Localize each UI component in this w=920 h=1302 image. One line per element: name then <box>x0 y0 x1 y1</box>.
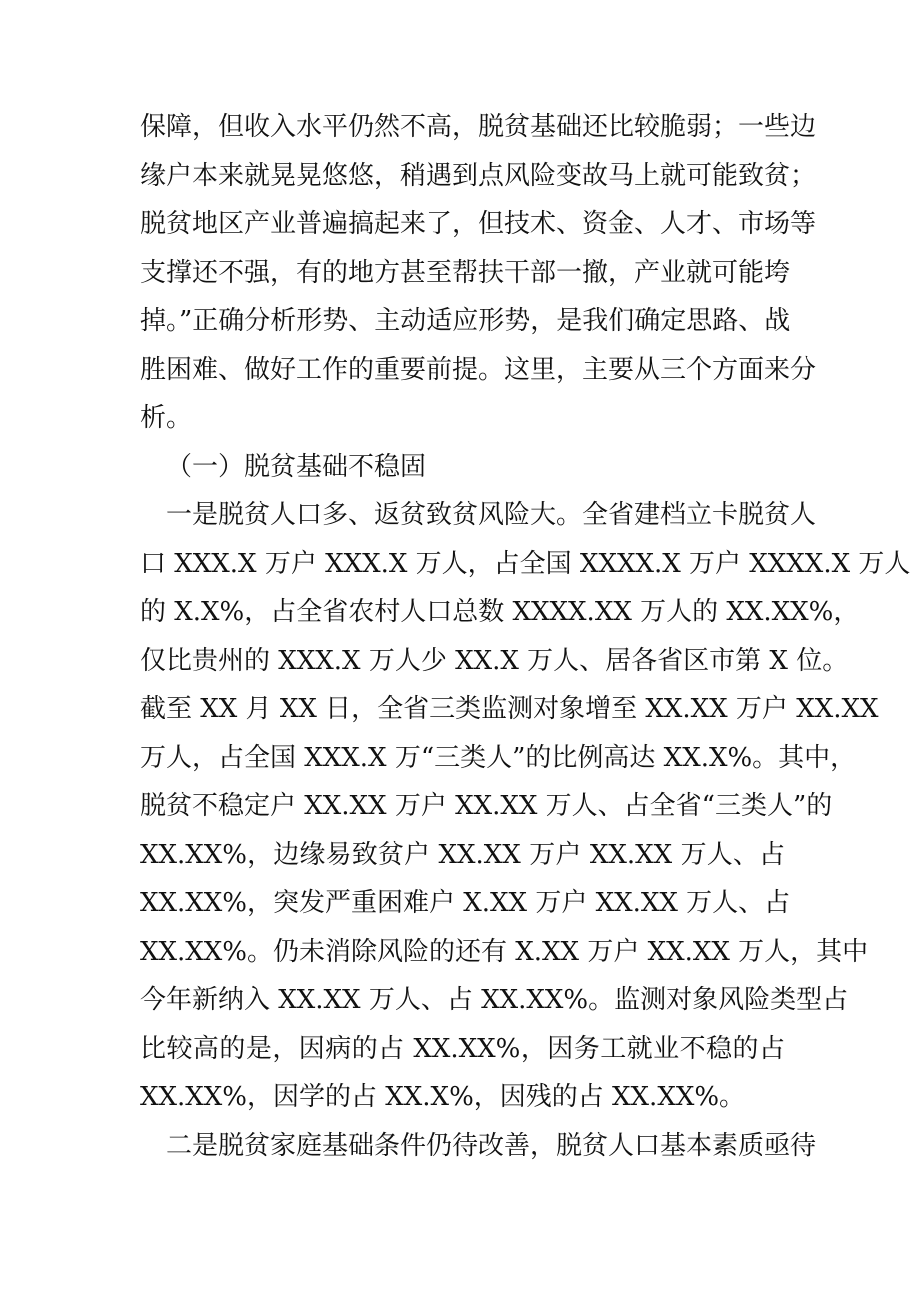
paragraph-continuation <box>140 103 817 443</box>
text-line: 支撑还不强，有的地方甚至帮扶干部一撤，产业就可能垮 <box>140 257 791 288</box>
text-line: 一是脱贫人口多、返贫致贫风险大。全省建档立卡脱贫人 <box>166 500 817 530</box>
text-line: 比较高的是，因病的占 XX.XX%，因务工就业不稳的占 <box>140 1033 785 1064</box>
text-line: 析。 <box>140 403 193 433</box>
text-line: XX.XX%，突发严重困难户 X.XX 万户 XX.XX 万人、占 <box>140 888 791 918</box>
text-line: 的 X.X%，占全省农村人口总数 XXXX.XX 万人的 XX.XX%， <box>140 597 860 627</box>
text-line: 脱贫地区产业普遍搞起来了，但技术、资金、人才、市场等 <box>140 209 817 239</box>
section-heading-text: （一）脱贫基础不稳固 <box>166 451 427 482</box>
text-line: 缘户本来就晃晃悠悠，稍遇到点风险变故马上就可能致贫； <box>140 160 817 191</box>
text-line: 二是脱贫家庭基础条件仍待改善，脱贫人口基本素质亟待 <box>166 1130 817 1161</box>
text-line: 掉。”正确分析形势、主动适应形势，是我们确定思路、战 <box>140 306 791 336</box>
text-line: XX.XX%，因学的占 XX.X%，因残的占 XX.XX%。 <box>140 1082 746 1112</box>
text-line: 胜困难、做好工作的重要前提。这里，主要从三个方面来分 <box>140 354 817 385</box>
text-line: XX.XX%。仍未消除风险的还有 X.XX 万户 XX.XX 万人，其中 <box>140 936 869 967</box>
section-heading <box>140 443 785 492</box>
text-line: 仅比贵州的 XXX.X 万人少 XX.X 万人、居各省区市第 X 位。 <box>140 645 849 676</box>
text-line: XX.XX%，边缘易致贫户 XX.XX 万户 XX.XX 万人、占 <box>140 839 785 870</box>
document-body <box>140 103 911 1170</box>
text-line: 截至 XX 月 XX 日，全省三类监测对象增至 XX.XX 万户 XX.XX <box>140 694 879 724</box>
paragraph-risk <box>140 491 911 1122</box>
text-line: 口 XXX.X 万户 XXX.X 万人，占全国 XXXX.X 万户 XXXX.X 万人 <box>140 548 911 579</box>
text-line: 今年新纳入 XX.XX 万人、占 XX.XX%。监测对象风险类型占 <box>140 985 849 1015</box>
text-line: 保障，但收入水平仍然不高，脱贫基础还比较脆弱；一些边 <box>140 112 817 142</box>
text-line: 脱贫不稳定户 XX.XX 万户 XX.XX 万人、占全省“三类人”的 <box>140 791 833 821</box>
text-line: 万人，占全国 XXX.X 万“三类人”的比例高达 XX.X%。其中， <box>140 742 857 773</box>
paragraph-household <box>140 1122 817 1171</box>
